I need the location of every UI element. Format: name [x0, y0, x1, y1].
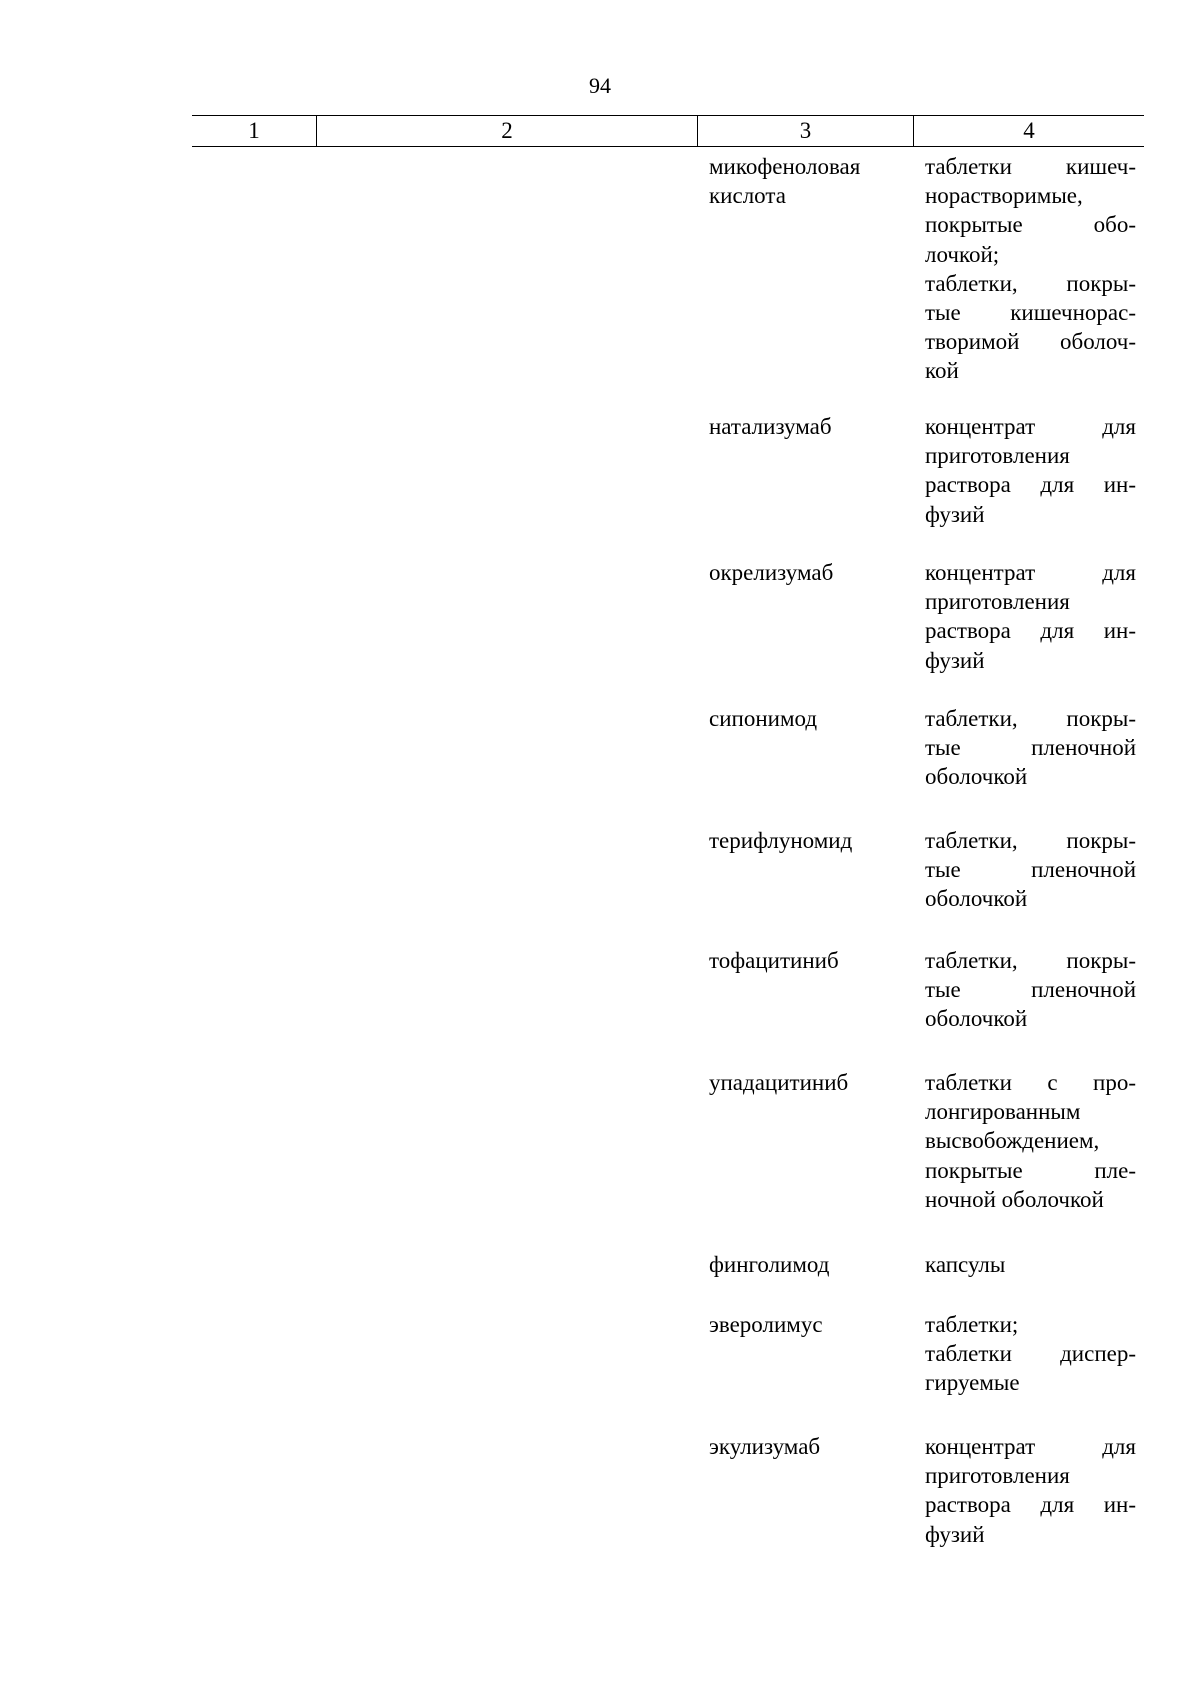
dosage-form [925, 558, 1136, 675]
drug-name-line: тофацитиниб [709, 948, 839, 973]
drug-name [709, 1310, 914, 1339]
dosage-form-line: покрытые обо- [925, 212, 1136, 238]
column-header-2: 2 [316, 116, 697, 146]
dosage-form-line: таблетки кишеч- [925, 154, 1136, 179]
drug-name-line: экулизумаб [709, 1434, 821, 1459]
dosage-form [925, 1068, 1136, 1214]
dosage-form [925, 704, 1136, 792]
drug-name-line: эверолимус [709, 1312, 823, 1337]
dosage-form-line: концентрат для [925, 1434, 1136, 1459]
dosage-form-line: приготовления [925, 589, 1070, 615]
dosage-form-line: концентрат для [925, 414, 1136, 439]
dosage-form-line: тые пленочной [925, 735, 1136, 761]
dosage-form-line: фузий [925, 647, 985, 673]
dosage-form [925, 412, 1136, 529]
dosage-form-line: раствора для ин- [925, 618, 1136, 644]
dosage-form-line: оболочкой [925, 1006, 1028, 1032]
column-header-1: 1 [248, 118, 260, 143]
dosage-form-line: приготовления [925, 443, 1070, 469]
dosage-form-line: таблетки, покры- [925, 706, 1136, 731]
drug-name-line: натализумаб [709, 414, 832, 439]
dosage-form [925, 1432, 1136, 1549]
dosage-form-line: тые пленочной [925, 857, 1136, 883]
drug-name-line: упадацитиниб [709, 1070, 849, 1095]
drug-name [709, 412, 914, 441]
drug-name [709, 826, 914, 855]
drug-name-line: сипонимод [709, 706, 818, 731]
dosage-form [925, 826, 1136, 914]
dosage-form-line: таблетки с про- [925, 1070, 1136, 1095]
drug-name [709, 704, 914, 733]
drug-name [709, 946, 914, 975]
dosage-form [925, 1250, 1136, 1279]
dosage-form [925, 946, 1136, 1034]
dosage-form-line: капсулы [925, 1252, 1006, 1277]
dosage-form-line: лочкой; [925, 241, 1000, 267]
dosage-form-line: тые пленочной [925, 977, 1136, 1003]
drug-name [709, 152, 914, 210]
column-header-4: 4 [913, 116, 1144, 146]
dosage-form-line: таблетки, покры- [925, 270, 1136, 296]
dosage-form-line: творимой оболоч- [925, 329, 1136, 355]
column-header-3: 3 [697, 116, 913, 146]
dosage-form-line: кой [925, 358, 959, 384]
dosage-form-line: высвобождением, [925, 1128, 1100, 1154]
dosage-form [925, 1310, 1136, 1398]
drug-name-line: финголимод [709, 1252, 830, 1277]
drug-name-line: окрелизумаб [709, 560, 834, 585]
dosage-form-line: таблетки, покры- [925, 828, 1136, 853]
dosage-form-line: покрытые пле- [925, 1157, 1136, 1183]
drug-name [709, 1432, 914, 1461]
dosage-form-line: таблетки, покры- [925, 948, 1136, 973]
page-number: 94 [589, 73, 611, 98]
dosage-form-line: гируемые [925, 1370, 1020, 1396]
drug-name [709, 558, 914, 587]
dosage-form-line: лонгированным [925, 1099, 1081, 1125]
dosage-form-line: ночной оболочкой [925, 1186, 1104, 1212]
dosage-form-line: тые кишечнорас- [925, 299, 1136, 325]
dosage-form [925, 152, 1136, 386]
dosage-form-line: норастворимые, [925, 183, 1083, 209]
dosage-form-line: оболочкой [925, 886, 1028, 912]
dosage-form-line: таблетки диспер- [925, 1341, 1136, 1367]
dosage-form-line: фузий [925, 501, 985, 527]
dosage-form-line: раствора для ин- [925, 472, 1136, 498]
dosage-form-line: концентрат для [925, 560, 1136, 585]
drug-name-line: терифлуномид [709, 828, 853, 853]
drug-name [709, 1068, 914, 1097]
drug-name-line: микофеноловая [709, 154, 861, 179]
dosage-form-line: приготовления [925, 1463, 1070, 1489]
drug-name-line: кислота [709, 183, 786, 209]
dosage-form-line: фузий [925, 1521, 985, 1547]
dosage-form-line: раствора для ин- [925, 1492, 1136, 1518]
dosage-form-line: таблетки; [925, 1312, 1019, 1337]
dosage-form-line: оболочкой [925, 764, 1028, 790]
drug-name [709, 1250, 914, 1279]
